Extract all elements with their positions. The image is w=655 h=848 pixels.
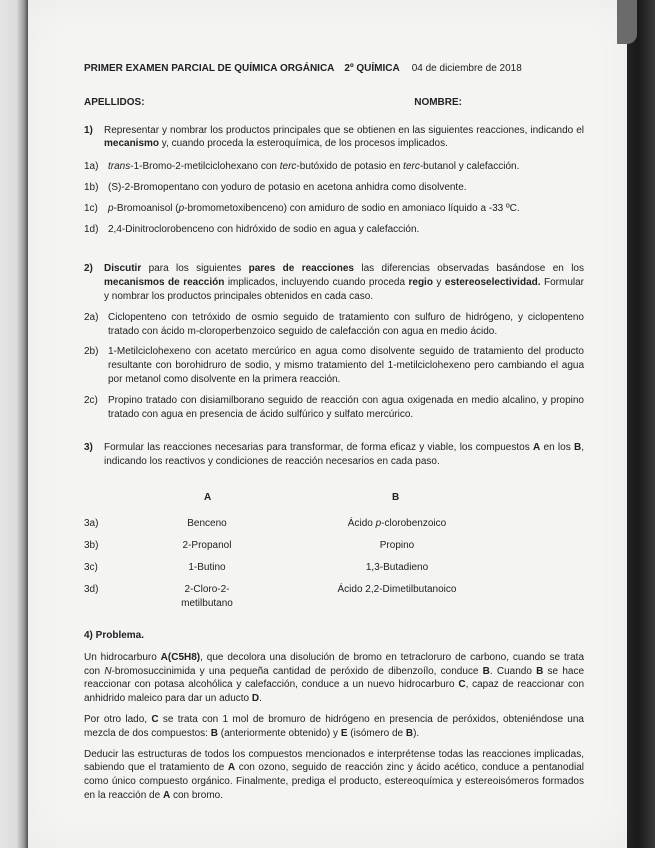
table-surface-left	[0, 0, 30, 848]
question-2: 2) Discutir para los siguientes pares de reacciones las diferencias observadas basándose en los mecanismos de reacción implicados, incluyendo cuando proceda regio y estereoselectividad. Formular y nombrar los productos principales obtenidos en cada caso.	[84, 263, 584, 302]
question-4-title: 4) Problema.	[84, 629, 145, 641]
question-3: 3) Formular las reacciones necesarias para transformar, de forma eficaz y viable, los compuestos A en los B, indicando los reactivos y condiciones de reacción necesarios en cada paso.	[84, 442, 584, 468]
exam-date: 04 de diciembre de 2018	[411, 63, 522, 74]
question-1d: 1d) 2,4-Dinitroclorobenceno con hidróxido de sodio en agua y calefacción.	[84, 223, 420, 235]
dark-edge-right	[627, 0, 655, 848]
question-1b: 1b) (S)-2-Bromopentano con yoduro de potasio en acetona anhidra como disolvente.	[84, 181, 467, 193]
question-1c: 1c) p-Bromoanisol (p-bromometoxibenceno) con amiduro de sodio en amoniaco líquido a -33 ºC.	[84, 202, 520, 214]
question-2c: 2c) Propino tratado con disiamilborano seguido de reacción con agua oxigenada en medio alcalino, y propino tratado con agua en presencia de ácido sulfúrico y sulfato mercúrico.	[84, 394, 584, 420]
question-1-number: 1)	[84, 124, 93, 136]
table-row: 3b) 2-Propanol Propino	[84, 539, 415, 551]
column-a-header: A	[204, 491, 212, 503]
question-4-paragraph-3: Deducir las estructuras de todos los compuestos mencionados e interprétense todas las reacciones implicadas, sabiendo que el tratamiento de A con ozono, seguido de reacción zinc y ácido acético, conduce a pentanodial como único compuesto orgánico. Finalmente, prediga el producto, estereoquímica y estereoisómeros formados en la reacción de A con bromo.	[84, 748, 584, 801]
column-b-header: B	[392, 491, 400, 503]
question-4-paragraph-1: Un hidrocarburo A(C5H8), que decolora una disolución de bromo en tetracloruro de carbono, cuando se trata con N-bromosuccinimida y una pequeña cantidad de peróxido de dibenzoílo, conduce B. Cuando B se hace reaccionar con potasa alcohólica y calefacción, conduce a un nuevo hidrocarburo C, capaz de reaccionar con anhidrido maleico para dar un aducto D.	[84, 651, 585, 705]
question-1a: 1a) trans-1-Bromo-2-metilciclohexano con terc-butóxido de potasio en terc-butanol y calefacción.	[84, 161, 520, 173]
exam-title: PRIMER EXAMEN PARCIAL DE QUÍMICA ORGÁNICA	[84, 63, 335, 74]
apellidos-label: APELLIDOS:	[84, 96, 145, 108]
exam-course: 2º QUÍMICA	[344, 63, 400, 74]
exam-content	[84, 62, 584, 803]
table-row: 3a) Benceno Ácido p-clorobenzoico	[84, 517, 447, 529]
exam-header	[84, 62, 584, 76]
question-4-paragraph-2: Por otro lado, C se trata con 1 mol de bromuro de hidrógeno en presencia de peróxidos, obteniéndose una mezcla de dos compuestos: B (anteriormente obtenido) y E (isómero de B).	[84, 713, 584, 739]
device-corner	[617, 0, 637, 44]
question-3-table	[84, 491, 584, 609]
question-1-text: Representar y nombrar los productos principales que se obtienen en las siguientes reacciones, indicando el mecanismo y, cuando proceda la esteroquímica, de los procesos implicados.	[104, 124, 584, 150]
table-row: 3d) 2-Cloro-2-metilbutano Ácido 2,2-Dimetilbutanoico	[84, 583, 457, 609]
student-fields	[84, 96, 462, 110]
question-2b: 2b) 1-Metilciclohexeno con acetato mercúrico en agua como disolvente seguido de tratamiento del producto resultante con borohidruro de sodio, y mismo tratamiento del 1-metilciclohexeno pero cambiando el agua por metanol como disolvente en la primera reacción.	[84, 346, 584, 385]
table-row: 3c) 1-Butino 1,3-Butadieno	[84, 561, 429, 573]
nombre-label: NOMBRE:	[414, 96, 462, 108]
question-1	[84, 124, 584, 152]
question-2a: 2a) Ciclopenteno con tetróxido de osmio seguido de tratamiento con sulfuro de hidrógeno, y ciclopenteno tratado con ácido m-cloroperbenzoico seguido de calefacción con agua en medio ácido.	[84, 311, 584, 337]
